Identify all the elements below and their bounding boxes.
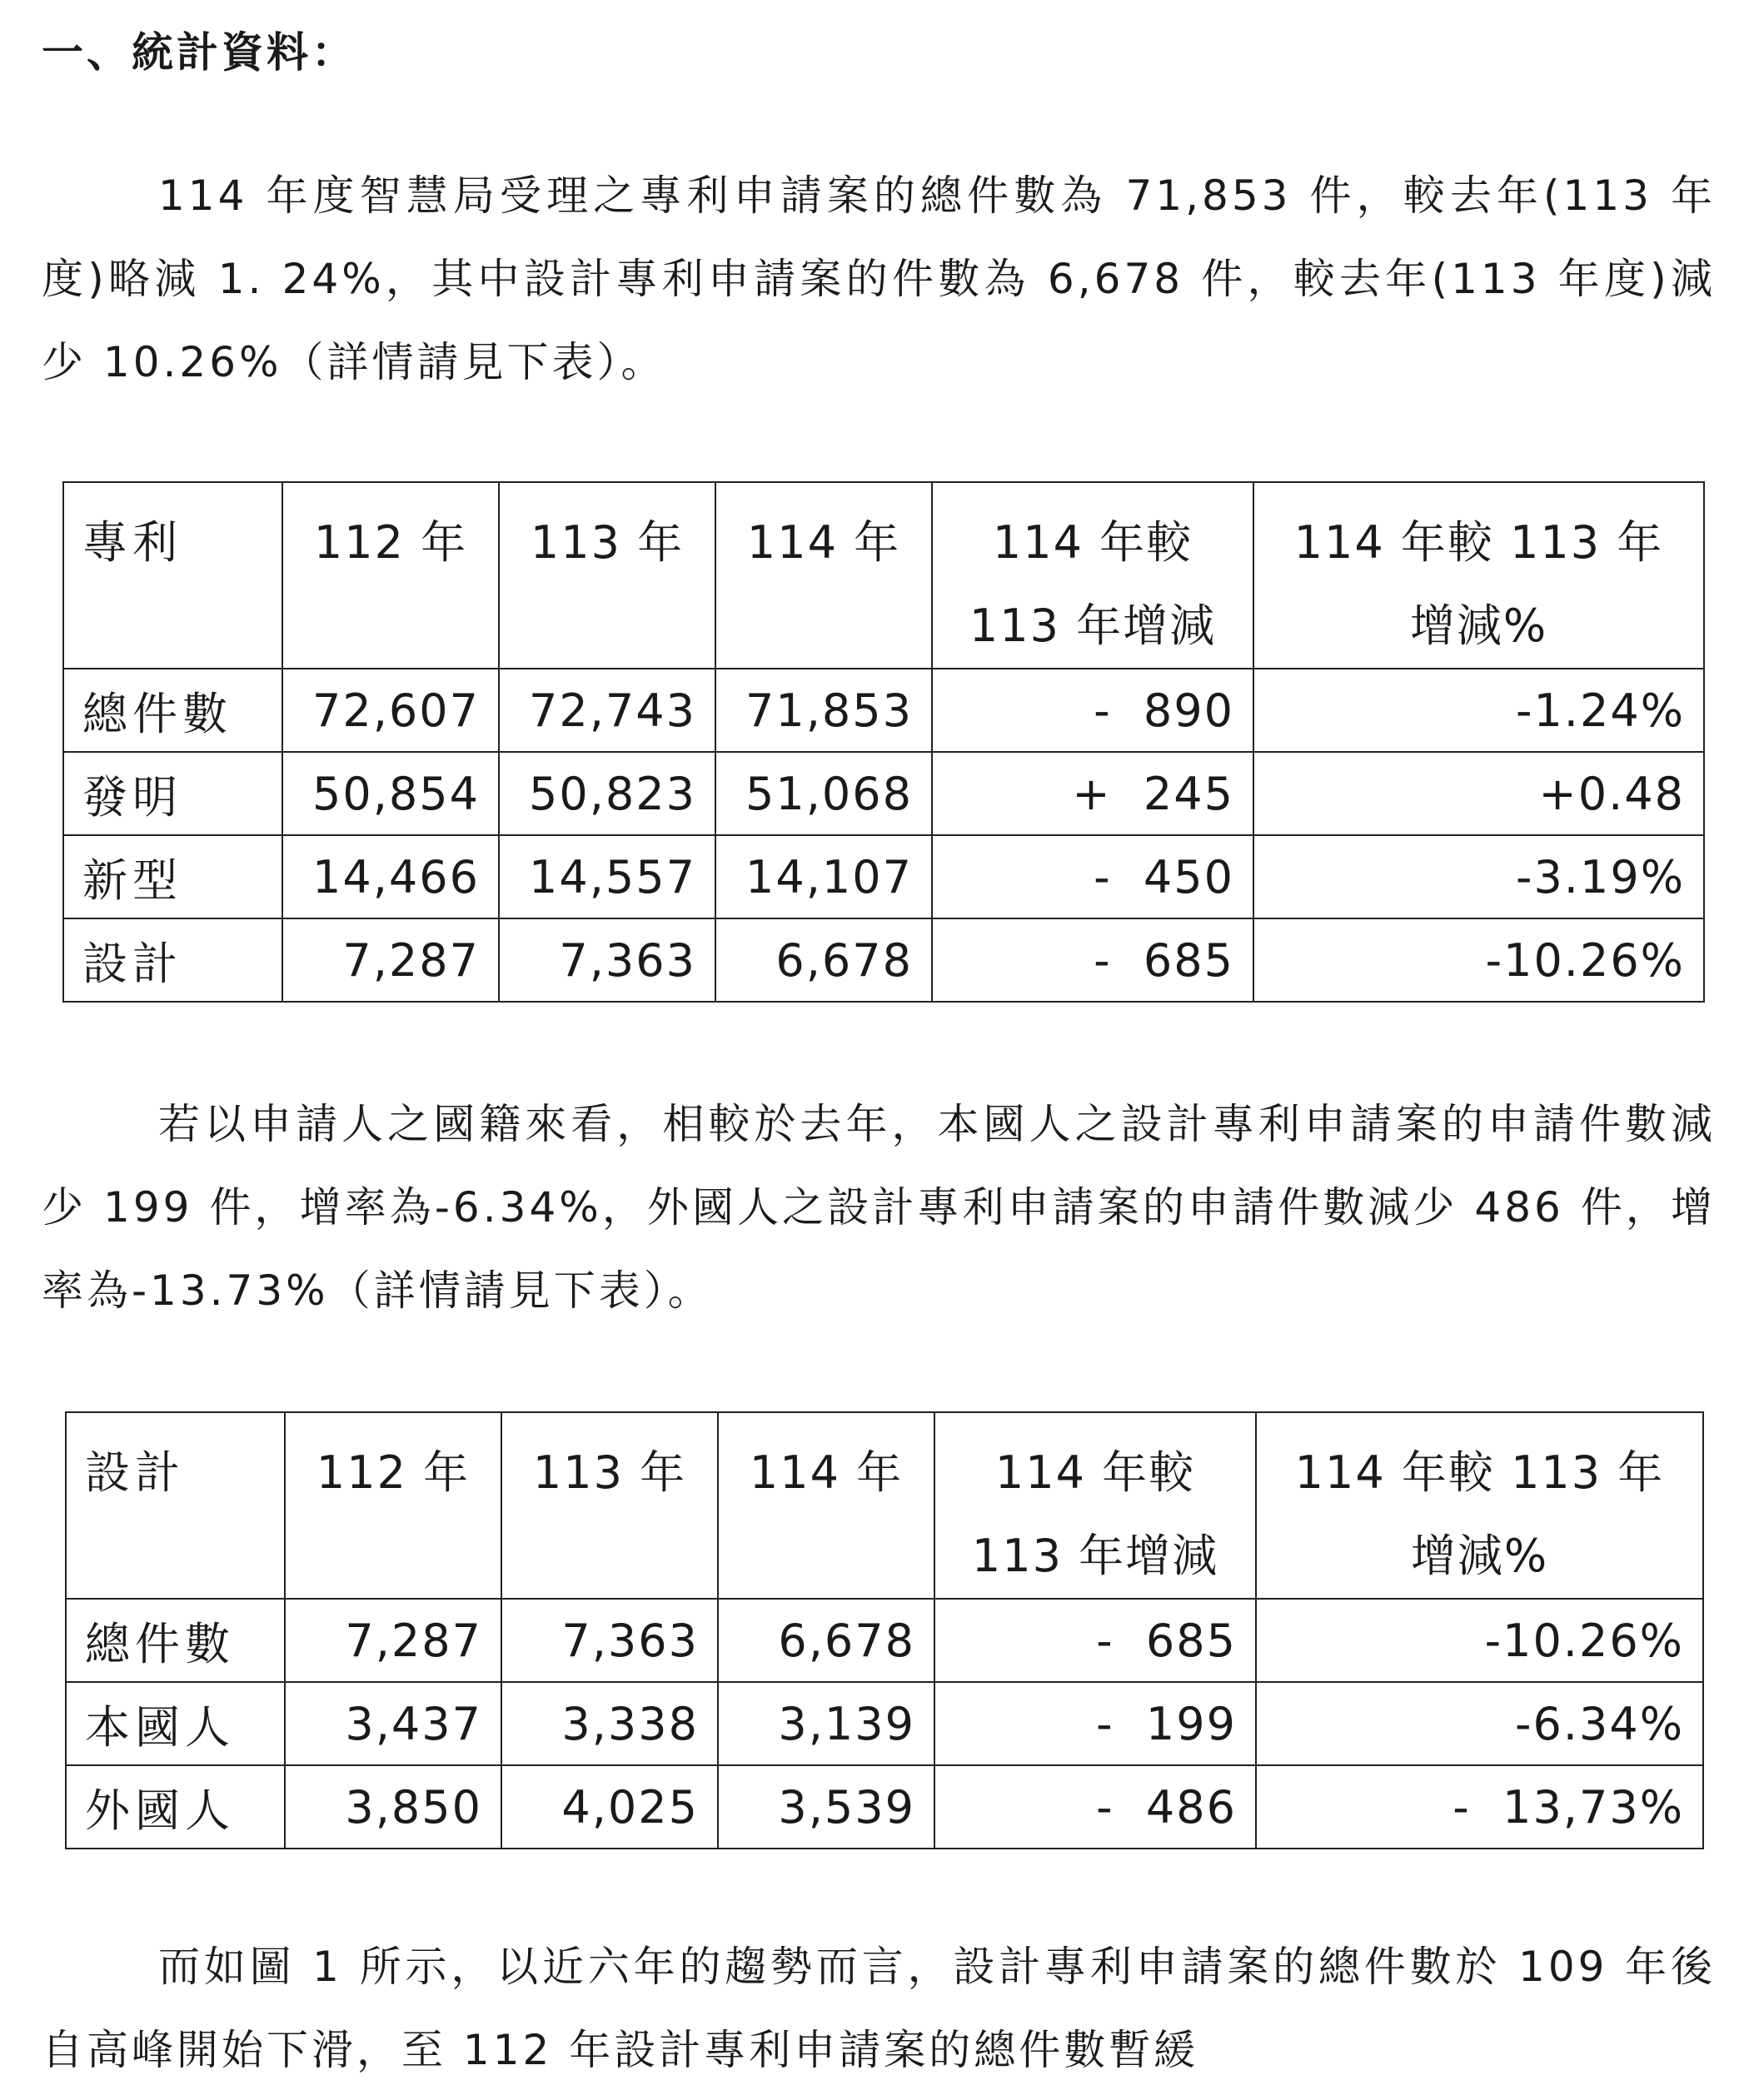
cell-113: 14,557 [499,835,715,918]
section-heading: 一、統計資料： [42,28,356,77]
table-row [63,752,1704,835]
cell-113: 72,743 [499,669,715,752]
cell-112: 7,287 [282,918,499,1002]
cell-change: - 199 [934,1682,1256,1765]
cell-113: 4,025 [501,1765,718,1849]
table-row [66,1765,1703,1849]
row-label: 總件數 [66,1599,285,1682]
summary-paragraph: 114 年度智慧局受理之專利申請案的總件數為 71,853 件，較去年(113 年度)略減 1. 24%，其中設計專利申請案的件數為 6,678 件，較去年(113 年度)減少 10.26%（詳情請見下表）。 [42,172,1716,386]
cell-112: 3,437 [285,1682,501,1765]
table-row [66,1599,1703,1682]
cell-change-percent: - 13,73% [1256,1765,1703,1849]
cell-change: - 450 [932,835,1253,918]
cell-114: 6,678 [718,1599,934,1682]
cell-change: - 890 [932,669,1253,752]
header-change: 114 年較 113 年增減 [932,482,1253,669]
header-year-113: 113 年 [499,482,715,669]
cell-change: + 245 [932,752,1253,835]
header-change-percent: 114 年較 113 年增減% [1253,482,1704,669]
cell-114: 71,853 [715,669,932,752]
table-row [63,669,1704,752]
row-label: 本國人 [66,1682,285,1765]
cell-112: 50,854 [282,752,499,835]
cell-113: 7,363 [499,918,715,1002]
cell-change-percent: -10.26% [1253,918,1704,1002]
row-label: 新型 [63,835,282,918]
header-year-114: 114 年 [718,1412,934,1599]
table-row [66,1682,1703,1765]
cell-change-percent: -10.26% [1256,1599,1703,1682]
cell-114: 3,139 [718,1682,934,1765]
cell-113: 3,338 [501,1682,718,1765]
header-year-112: 112 年 [285,1412,501,1599]
cell-change: - 486 [934,1765,1256,1849]
patent-statistics-table [62,481,1705,1003]
cell-change: - 685 [932,918,1253,1002]
cell-change-percent: -3.19% [1253,835,1704,918]
header-change: 114 年較 113 年增減 [934,1412,1256,1599]
row-label: 總件數 [63,669,282,752]
design-patent-nationality-table [65,1411,1704,1849]
header-year-112: 112 年 [282,482,499,669]
cell-114: 51,068 [715,752,932,835]
header-category: 設計 [66,1412,285,1599]
trend-paragraph: 而如圖 1 所示，以近六年的趨勢而言，設計專利申請案的總件數於 109 年後自高峰開始下滑，至 112 年設計專利申請案的總件數暫緩 [42,1943,1716,2074]
row-label: 發明 [63,752,282,835]
cell-114: 14,107 [715,835,932,918]
cell-112: 14,466 [282,835,499,918]
cell-114: 6,678 [715,918,932,1002]
cell-change-percent: -6.34% [1256,1682,1703,1765]
table-header-row [63,482,1704,669]
header-category: 專利 [63,482,282,669]
header-year-114: 114 年 [715,482,932,669]
row-label: 設計 [63,918,282,1002]
cell-112: 72,607 [282,669,499,752]
cell-113: 7,363 [501,1599,718,1682]
cell-114: 3,539 [718,1765,934,1849]
cell-112: 7,287 [285,1599,501,1682]
cell-change-percent: -1.24% [1253,669,1704,752]
cell-change-percent: +0.48 [1253,752,1704,835]
table-header-row [66,1412,1703,1599]
header-year-113: 113 年 [501,1412,718,1599]
table-row [63,835,1704,918]
nationality-paragraph: 若以申請人之國籍來看，相較於去年，本國人之設計專利申請案的申請件數減少 199 件，增率為-6.34%，外國人之設計專利申請案的申請件數減少 486 件，增率為-13.73%（詳情請見下表）。 [42,1100,1716,1315]
cell-change: - 685 [934,1599,1256,1682]
cell-112: 3,850 [285,1765,501,1849]
header-change-percent: 114 年較 113 年增減% [1256,1412,1703,1599]
table-row [63,918,1704,1002]
row-label: 外國人 [66,1765,285,1849]
cell-113: 50,823 [499,752,715,835]
